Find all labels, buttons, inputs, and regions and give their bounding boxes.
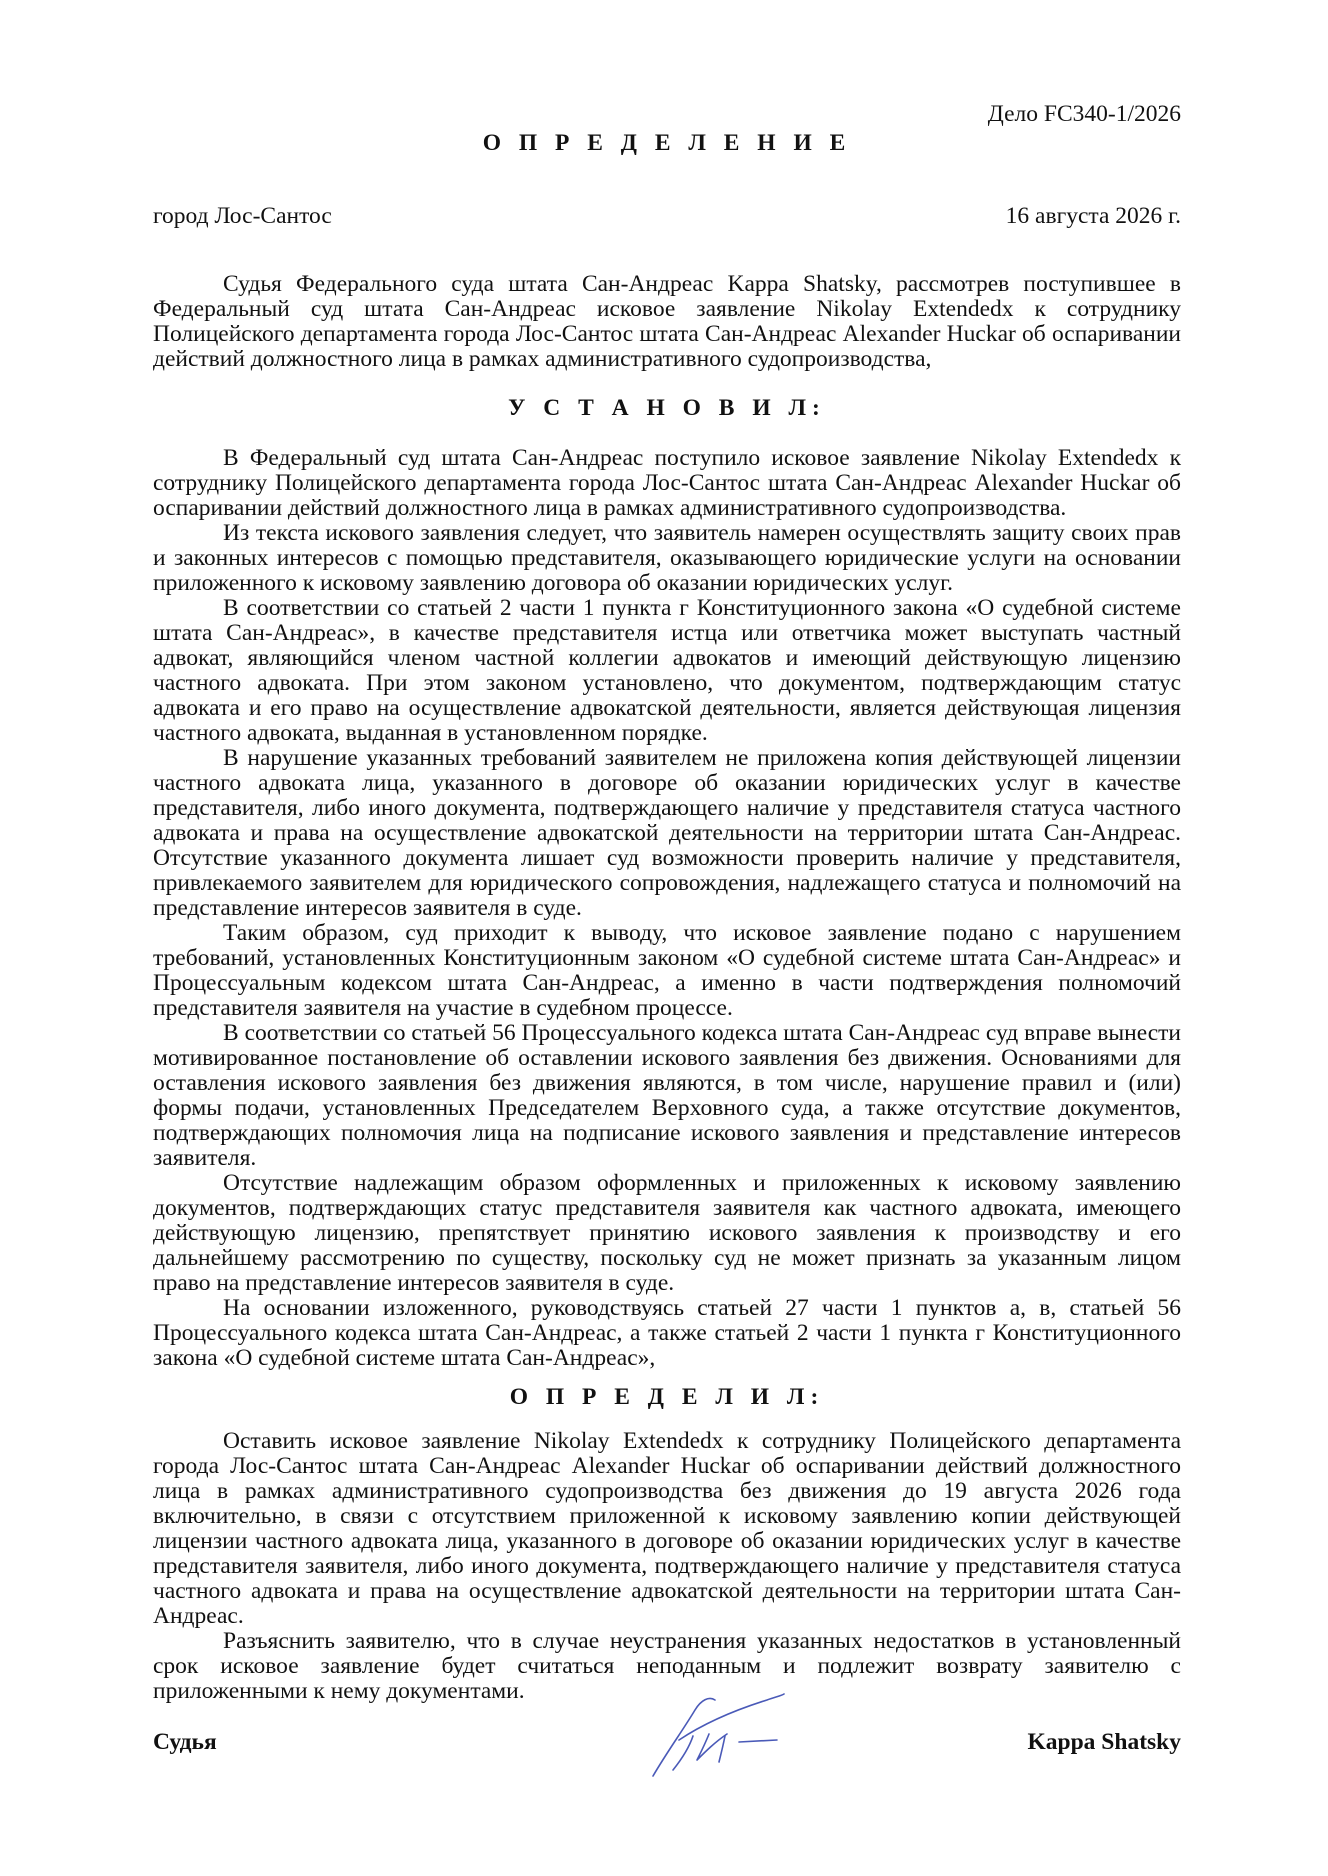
paragraph: На основании изложенного, руководствуясь статьей 27 части 1 пунктов а, в, статьей 56 Процессуального кодекса штата Сан-Андреас, а также статьей 2 части 1 пункта г Конституционного закона «О судебной системе штата Сан-Андреас», [153, 1295, 1181, 1371]
decided-heading: О П Р Е Д Е Л И Л: [509, 1384, 825, 1410]
paragraph: Из текста искового заявления следует, что заявитель намерен осуществлять защиту своих прав и законных интересов с помощью представителя, оказывающего юридические услуги на основании приложенного к исковому заявлению договора об оказании юридических услуг. [153, 520, 1181, 596]
paragraph: Разъяснить заявителю, что в случае неустранения указанных недостатков в установленный срок исковое заявление будет считаться неподанным и подлежит возврату заявителю с приложенными к нему документами. [153, 1628, 1181, 1704]
established-section [153, 446, 1181, 1371]
judge-name: Kappa Shatsky [1027, 1729, 1181, 1755]
established-heading: У С Т А Н О В И Л: [508, 395, 826, 421]
intro-section [153, 272, 1181, 372]
signature-row [153, 1730, 1181, 1760]
document-title: О П Р Е Д Е Л Е Н И Е [482, 130, 852, 156]
paragraph: Таким образом, суд приходит к выводу, что исковое заявление подано с нарушением требований, установленных Конституционным законом «О судебной системе штата Сан-Андреас» и Процессуальным кодексом штата Сан-Андреас, а именно в части подтверждения полномочий представителя заявителя на участие в судебном процессе. [153, 920, 1181, 1021]
paragraph: В соответствии со статьей 2 части 1 пункта г Конституционного закона «О судебной системе штата Сан-Андреас», в качестве представителя истца или ответчика может выступать частный адвокат, являющийся членом частной коллегии адвокатов и имеющий действующую лицензию частного адвоката. При этом законом установлено, что документом, подтверждающим статус адвоката и его право на осуществление адвокатской деятельности, является действующая лицензия частного адвоката, выданная в установленном порядке. [153, 595, 1181, 746]
city-date-row [153, 204, 1181, 229]
city: город Лос-Сантос [153, 203, 332, 229]
paragraph: В Федеральный суд штата Сан-Андреас поступило исковое заявление Nikolay Extendedx к сотруднику Полицейского департамента города Лос-Сантос штата Сан-Андреас Alexander Huckar об оспаривании действий должностного лица в рамках административного судопроизводства. [153, 445, 1181, 521]
paragraph: В нарушение указанных требований заявителем не приложена копия действующей лицензии частного адвоката лица, указанного в договоре об оказании юридических услуг в качестве представителя, либо иного документа, подтверждающего наличие у представителя статуса частного адвоката и права на осуществление адвокатской деятельности на территории штата Сан-Андреас. Отсутствие указанного документа лишает суд возможности проверить наличие у представителя, привлекаемого заявителем для юридического сопровождения, надлежащего статуса и полномочий на представление интересов заявителя в суде. [153, 745, 1181, 921]
paragraph: Отсутствие надлежащим образом оформленных и приложенных к исковому заявлению документов, подтверждающих статус представителя заявителя как частного адвоката, имеющего действующую лицензию, препятствует принятию искового заявления к производству и его дальнейшему рассмотрению по существу, поскольку суд не может признать за указанным лицом право на представление интересов заявителя в суде. [153, 1170, 1181, 1296]
handwritten-signature [643, 1690, 793, 1780]
document-date: 16 августа 2026 г. [1005, 203, 1181, 229]
intro-paragraph: Судья Федерального суда штата Сан-Андреас Kappa Shatsky, рассмотрев поступившее в Федеральный суд штата Сан-Андреас исковое заявление Nikolay Extendedx к сотруднику Полицейского департамента города Лос-Сантос штата Сан-Андреас Alexander Huckar об оспаривании действий должностного лица в рамках административного судопроизводства, [153, 271, 1181, 372]
case-number: Дело FC340-1/2026 [987, 101, 1181, 127]
paragraph: В соответствии со статьей 56 Процессуального кодекса штата Сан-Андреас суд вправе вынести мотивированное постановление об оставлении искового заявления без движения. Основаниями для оставления искового заявления без движения являются, в том числе, нарушение правил и (или) формы подачи, установленных Председателем Верховного суда, а также отсутствие документов, подтверждающих полномочия лица на подписание искового заявления и представление интересов заявителя. [153, 1020, 1181, 1171]
decided-section [153, 1429, 1181, 1704]
judge-label: Судья [153, 1729, 217, 1755]
paragraph: Оставить исковое заявление Nikolay Extendedx к сотруднику Полицейского департамента города Лос-Сантос штата Сан-Андреас Alexander Huckar об оспаривании действий должностного лица в рамках административного судопроизводства без движения до 19 августа 2026 года включительно, в связи с отсутствием приложенной к исковому заявлению копии действующей лицензии частного адвоката лица, указанного в договоре об оказании юридических услуг в качестве представителя заявителя, либо иного документа, подтверждающего наличие у представителя статуса частного адвоката и права на осуществление адвокатской деятельности на территории штата Сан-Андреас. [153, 1428, 1181, 1629]
signature-strokes [653, 1694, 784, 1776]
